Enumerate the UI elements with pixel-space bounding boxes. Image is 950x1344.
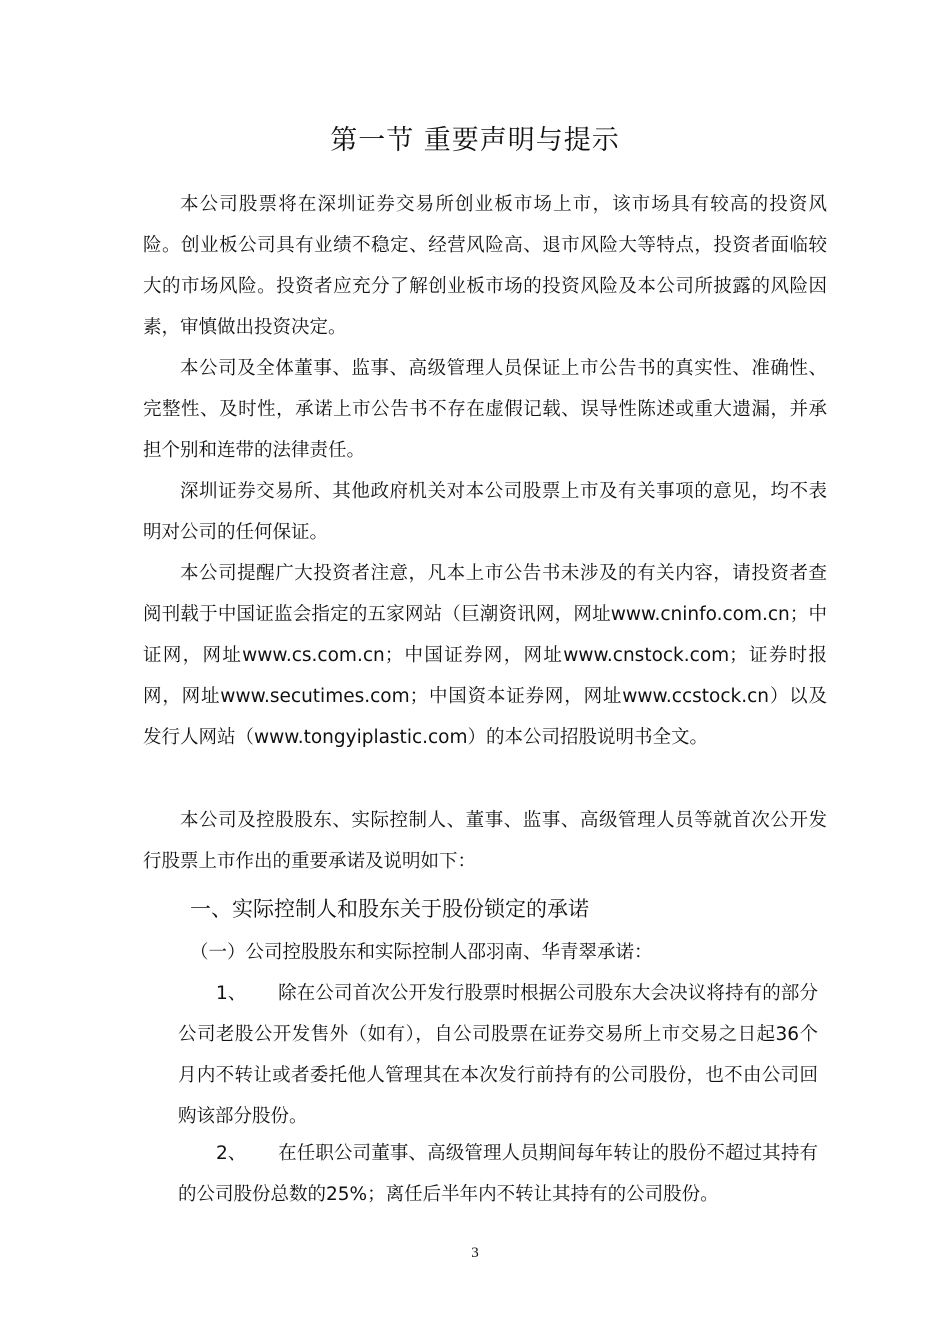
paragraph-text: 深圳证券交易所、其他政府机关对本公司股票上市及有关事项的意见，均不表明对公司的任何保证。 [143, 481, 827, 543]
list-item-text: 除在公司首次公开发行股票时根据公司股东大会决议将持有的部分公司老股公开发售外（如有），自公司股票在证券交易所上市交易之日起36个月内不转让或者委托他人管理其在本次发行前持有的公司股份，也不由公司回购该部分股份。 [178, 983, 818, 1127]
paragraph-text: 本公司股票将在深圳证券交易所创业板市场上市，该市场具有较高的投资风险。创业板公司具有业绩不稳定、经营风险高、退市风险大等特点，投资者面临较大的市场风险。投资者应充分了解创业板市场的投资风险及本公司所披露的风险因素，审慎做出投资决定。 [143, 194, 827, 338]
paragraph-exchange-disclaimer [143, 471, 827, 553]
section-heading: 一、实际控制人和股东关于股份锁定的承诺 [190, 897, 589, 921]
list-item-number: 2、 [216, 1143, 247, 1164]
list-item [178, 973, 818, 1137]
list-item-number: 1、 [216, 983, 247, 1004]
paragraph-text: 本公司提醒广大投资者注意，凡本上市公告书未涉及的有关内容，请投资者查阅刊载于中国证监会指定的五家网站（巨潮资讯网，网址www.cninfo.com.cn；中证网，网址www.cs.com.cn；中国证券网，网址www.cnstock.com；证券时报网，网址www.secutimes.com；中国资本证券网，网址www.ccstock.cn）以及发行人网站（www.tongyiplastic.com）的本公司招股说明书全文。 [143, 563, 827, 748]
paragraph-management-guarantee [143, 348, 827, 471]
page-number: 3 [471, 1245, 479, 1261]
list-item-text: 在任职公司董事、高级管理人员期间每年转让的股份不超过其持有的公司股份总数的25%；离任后半年内不转让其持有的公司股份。 [178, 1143, 818, 1205]
paragraph-prospectus-websites [143, 553, 827, 758]
paragraph-text: 本公司及控股股东、实际控制人、董事、监事、高级管理人员等就首次公开发行股票上市作出的重要承诺及说明如下： [143, 810, 827, 872]
paragraph-text: 本公司及全体董事、监事、高级管理人员保证上市公告书的真实性、准确性、完整性、及时性，承诺上市公告书不存在虚假记载、误导性陈述或重大遗漏，并承担个别和连带的法律责任。 [143, 358, 827, 461]
paragraph-commitments-intro [143, 800, 827, 882]
subsection-heading: （一）公司控股股东和实际控制人邵羽南、华青翠承诺： [190, 942, 653, 963]
paragraph-risk-notice [143, 184, 827, 348]
page-title: 第一节 重要声明与提示 [330, 125, 620, 156]
list-item [178, 1133, 818, 1215]
